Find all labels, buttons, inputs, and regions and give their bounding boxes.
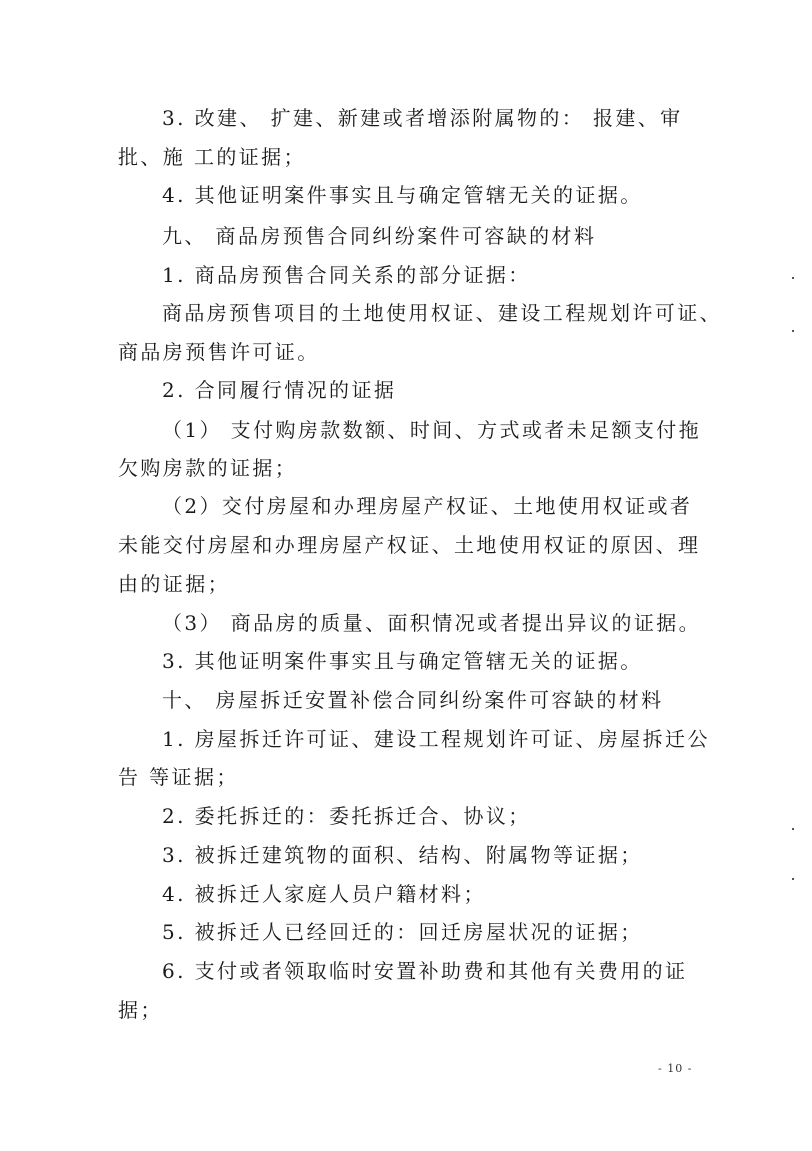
- text-line-6: 商品房预售项目的土地使用权证、建设工程规划许可证、: [162, 301, 722, 325]
- text-line-24: 据；: [118, 998, 163, 1022]
- text-line-14: （3） 商品房的质量、面积情况或者提出异议的证据。: [162, 611, 702, 635]
- text-line-20: 3. 被拆迁建筑物的面积、结构、附属物等证据；: [162, 843, 643, 867]
- text-line-21: 4. 被拆迁人家庭人员户籍材料；: [162, 882, 486, 906]
- text-line-8: 2. 合同履行情况的证据: [162, 378, 397, 402]
- text-line-11: （2）交付房屋和办理房屋产权证、土地使用权证或者: [162, 494, 693, 518]
- text-line-2: 批、施 工的证据；: [118, 145, 306, 169]
- text-line-5: 1. 商品房预售合同关系的部分证据：: [162, 263, 531, 287]
- text-line-9: （1） 支付购房款数额、时间、方式或者未足额支付拖: [162, 418, 702, 442]
- section-heading-9: 九、 商品房预售合同纠纷案件可容缺的材料: [162, 224, 597, 248]
- text-line-18: 告 等证据；: [118, 765, 239, 789]
- text-line-13: 由的证据；: [118, 572, 230, 596]
- text-line-22: 5. 被拆迁人已经回迁的：回迁房屋状况的证据；: [162, 920, 643, 944]
- text-line-19: 2. 委托拆迁的：委托拆迁合、协议；: [162, 804, 531, 828]
- text-line-12: 未能交付房屋和办理房屋产权证、土地使用权证的原因、理: [118, 533, 701, 557]
- text-line-7: 商品房预售许可证。: [118, 340, 320, 364]
- text-line-15: 3. 其他证明案件事实且与确定管辖无关的证据。: [162, 649, 643, 673]
- margin-dot-mark: [792, 828, 794, 830]
- text-line-17: 1. 房屋拆迁许可证、建设工程规划许可证、房屋拆迁公: [162, 727, 710, 751]
- text-line-23: 6. 支付或者领取临时安置补助费和其他有关费用的证: [162, 959, 688, 983]
- margin-dot-mark: [792, 277, 794, 279]
- margin-dot-mark: [792, 330, 794, 332]
- text-line-3: 4. 其他证明案件事实且与确定管辖无关的证据。: [162, 183, 643, 207]
- page-number: - 10 -: [658, 1062, 693, 1075]
- text-line-1: 3. 改建、 扩建、新建或者增添附属物的： 报建、审: [162, 106, 683, 130]
- text-line-10: 欠购房款的证据；: [118, 456, 298, 480]
- section-heading-10: 十、 房屋拆迁安置补偿合同纠纷案件可容缺的材料: [162, 688, 664, 712]
- margin-dot-mark: [792, 878, 794, 880]
